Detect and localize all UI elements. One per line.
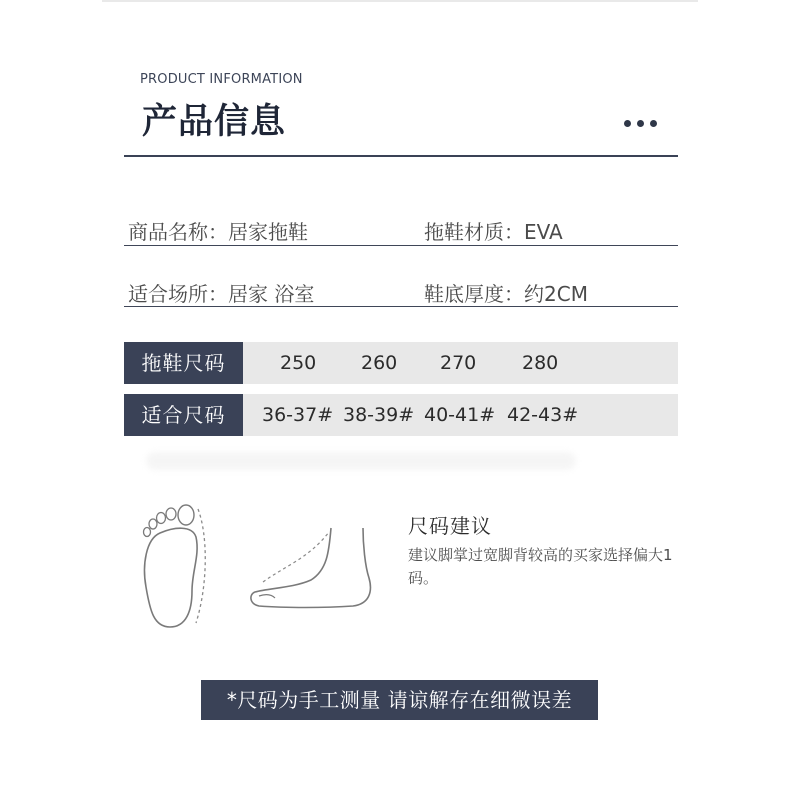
section-subtitle: PRODUCT INFORMATION (140, 72, 303, 87)
fit-size-row (124, 394, 678, 436)
measurement-note-banner: *尺码为手工测量 请谅解存在细微误差 (201, 680, 598, 720)
fit-size-cell: 40-41# (424, 404, 496, 426)
top-divider (102, 0, 698, 2)
occasion-text: 适合场所：居家 浴室 (128, 282, 315, 306)
more-dots-icon (624, 120, 657, 127)
slipper-size-label: 拖鞋尺码 (124, 342, 243, 384)
fit-size-label: 适合尺码 (124, 394, 243, 436)
foot-side-icon (245, 522, 385, 614)
slipper-size-row (124, 342, 678, 384)
slipper-size-cell: 280 (522, 352, 559, 374)
info-divider-2 (124, 306, 678, 307)
foot-sole-icon (130, 495, 220, 635)
slipper-size-cell: 260 (361, 352, 398, 374)
header-divider (124, 155, 678, 157)
blurred-text-strip (146, 452, 576, 470)
fit-size-cell: 38-39# (343, 404, 415, 426)
fit-size-cell: 42-43# (507, 404, 579, 426)
slipper-size-cell: 270 (440, 352, 477, 374)
section-title: 产品信息 (142, 102, 287, 142)
size-advice-text: 建议脚掌过宽脚背较高的买家选择偏大1码。 (408, 546, 673, 587)
sole-thickness-text: 鞋底厚度：约2CM (424, 282, 588, 306)
size-advice-title: 尺码建议 (408, 514, 492, 538)
fit-size-cell: 36-37# (262, 404, 334, 426)
slipper-size-cell: 250 (280, 352, 317, 374)
product-name-text: 商品名称：居家拖鞋 (128, 220, 308, 244)
material-text: 拖鞋材质：EVA (424, 220, 563, 244)
info-divider-1 (124, 245, 678, 246)
